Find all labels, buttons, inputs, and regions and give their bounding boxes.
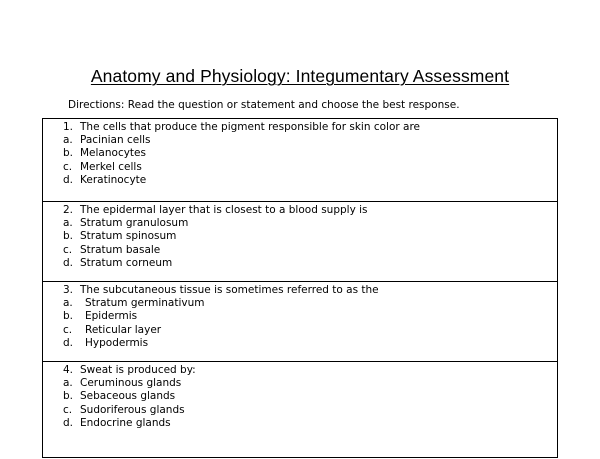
answer-option-b[interactable] <box>43 390 557 403</box>
option-letter: c. <box>63 243 73 256</box>
option-letter: d. <box>63 256 74 269</box>
option-letter: a. <box>63 297 73 310</box>
question-4 <box>43 361 557 459</box>
question-3 <box>43 281 557 361</box>
option-text: Pacinian cells <box>80 134 151 147</box>
question-text: Sweat is produced by: <box>80 364 196 376</box>
option-letter: a. <box>63 377 73 390</box>
option-text: Merkel cells <box>80 160 142 173</box>
answer-option-a[interactable] <box>43 217 557 230</box>
option-letter: c. <box>63 323 73 336</box>
question-stem <box>43 284 557 297</box>
option-text: Melanocytes <box>80 147 146 160</box>
option-text: Sudoriferous glands <box>80 403 185 416</box>
option-text: Stratum germinativum <box>85 297 205 310</box>
option-text: Sebaceous glands <box>80 390 176 403</box>
question-number: 4. <box>63 364 74 376</box>
option-text: Epidermis <box>85 310 138 323</box>
option-letter: b. <box>63 230 74 243</box>
option-text: Stratum corneum <box>80 256 173 269</box>
answer-option-b[interactable] <box>43 310 557 323</box>
question-stem <box>43 204 557 217</box>
question-number: 3. <box>63 284 74 296</box>
option-letter: d. <box>63 173 74 186</box>
option-text: Stratum basale <box>80 243 161 256</box>
question-2 <box>43 201 557 281</box>
answer-option-c[interactable] <box>43 244 557 257</box>
question-text: The cells that produce the pigment responsible for skin color are <box>80 121 421 133</box>
option-letter: b. <box>63 390 74 403</box>
option-text: Stratum granulosum <box>80 217 189 230</box>
question-stem <box>43 364 557 377</box>
answer-option-a[interactable] <box>43 377 557 390</box>
answer-option-b[interactable] <box>43 147 557 160</box>
question-number: 1. <box>63 121 74 133</box>
answer-option-c[interactable] <box>43 404 557 417</box>
answer-option-d[interactable] <box>43 337 557 350</box>
question-1 <box>43 119 557 201</box>
answer-option-d[interactable] <box>43 174 557 187</box>
option-letter: d. <box>63 336 74 349</box>
option-letter: c. <box>63 403 73 416</box>
option-text: Endocrine glands <box>80 416 171 429</box>
answer-option-a[interactable] <box>43 297 557 310</box>
question-stem <box>43 121 557 134</box>
option-letter: a. <box>63 134 73 147</box>
option-text: Reticular layer <box>85 323 162 336</box>
question-number: 2. <box>63 204 74 216</box>
option-letter: c. <box>63 160 73 173</box>
question-text: The epidermal layer that is closest to a blood supply is <box>80 204 368 216</box>
option-text: Keratinocyte <box>80 173 147 186</box>
answer-option-d[interactable] <box>43 257 557 270</box>
answer-option-c[interactable] <box>43 161 557 174</box>
document-title: Anatomy and Physiology: Integumentary Assessment <box>90 66 510 86</box>
answer-option-c[interactable] <box>43 324 557 337</box>
answer-option-b[interactable] <box>43 230 557 243</box>
option-letter: b. <box>63 310 74 323</box>
option-text: Ceruminous glands <box>80 377 182 390</box>
option-letter: a. <box>63 217 73 230</box>
option-text: Stratum spinosum <box>80 230 177 243</box>
option-letter: b. <box>63 147 74 160</box>
answer-option-a[interactable] <box>43 134 557 147</box>
option-letter: d. <box>63 416 74 429</box>
directions-text: Directions: Read the question or statement and choose the best response. <box>68 99 460 111</box>
option-text: Hypodermis <box>85 336 149 349</box>
question-table <box>42 118 558 458</box>
question-text: The subcutaneous tissue is sometimes referred to as the <box>80 284 379 296</box>
answer-option-d[interactable] <box>43 417 557 430</box>
